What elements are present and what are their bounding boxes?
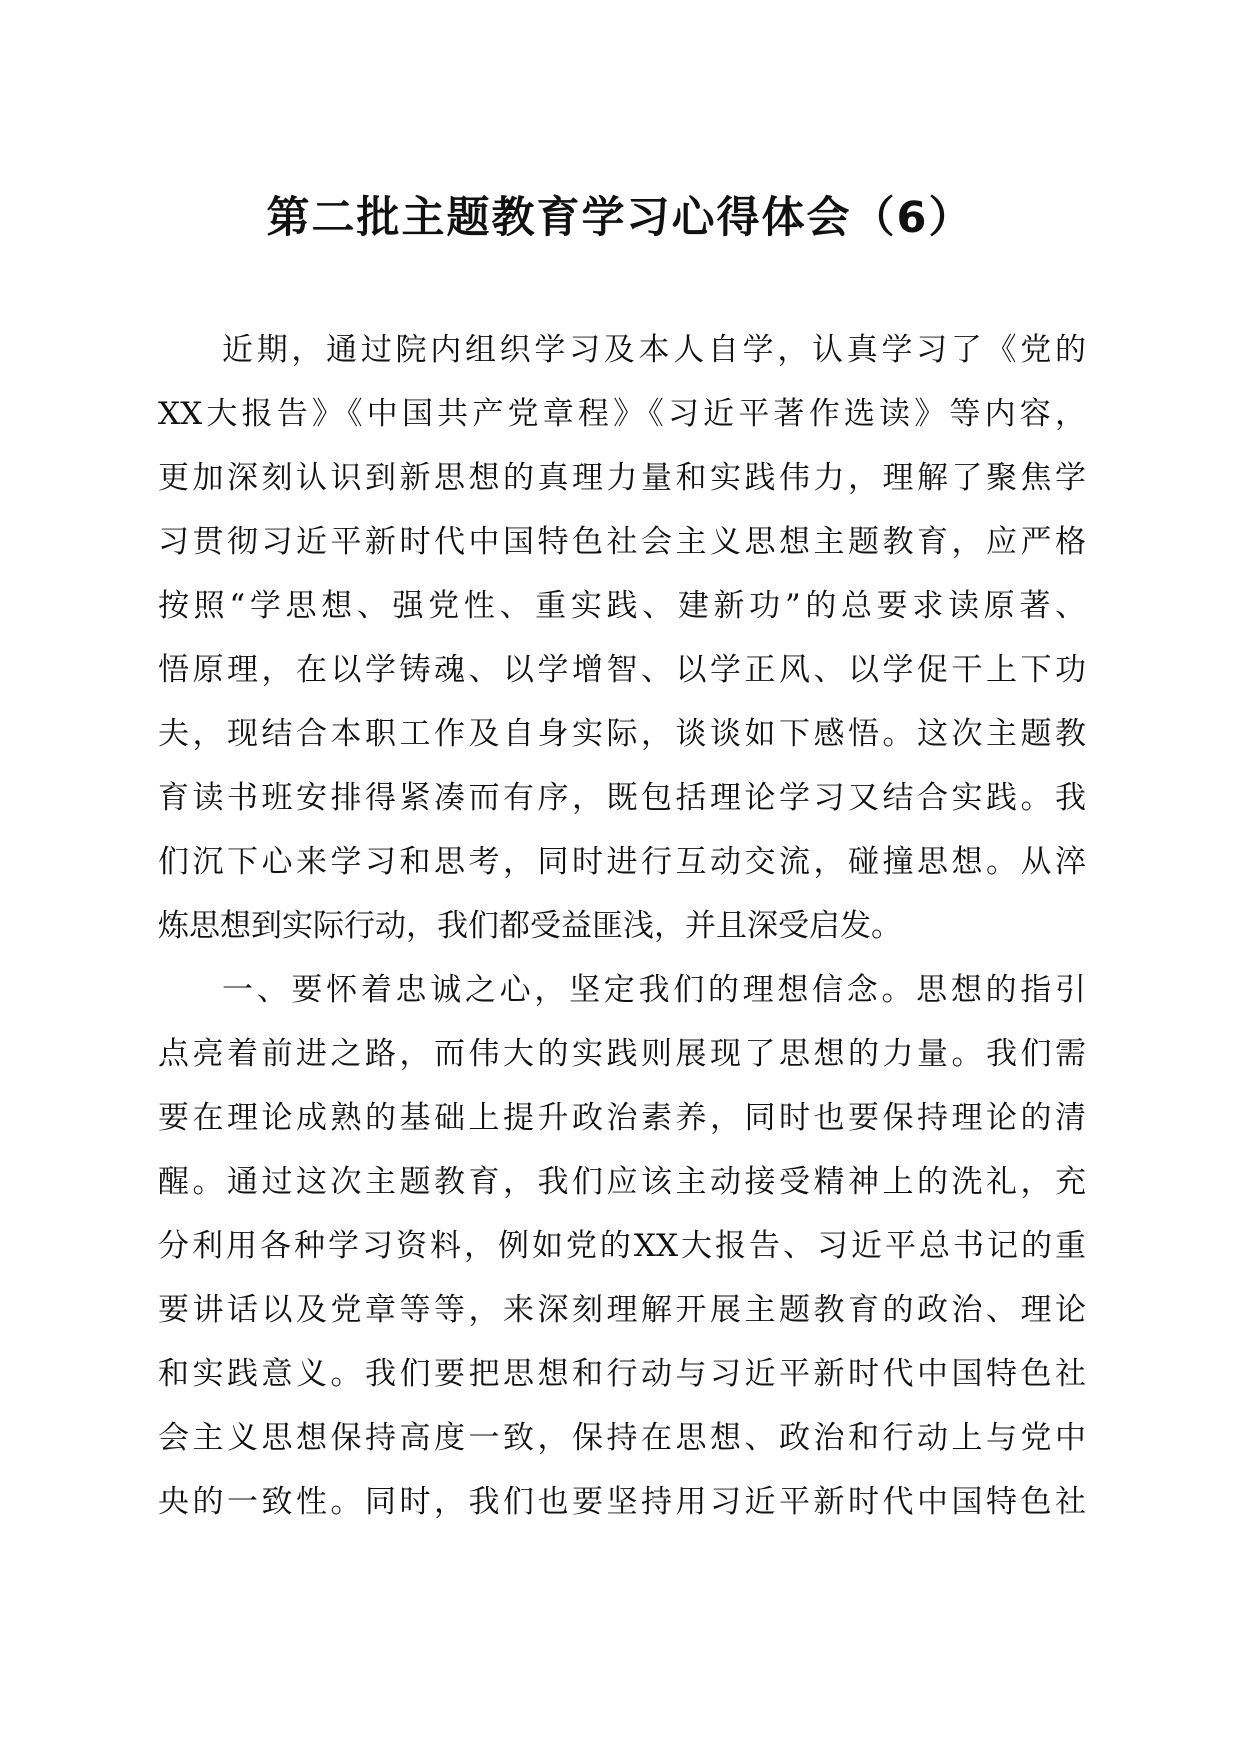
text-line: XX大报告》《中国共产党章程》《习近平著作选读》等内容，	[158, 396, 1086, 432]
text-line: 按照“学思想、强党性、重实践、建新功”的总要求读原著、	[158, 588, 1086, 624]
page-title: 第二批主题教育学习心得体会（6）	[266, 193, 974, 243]
text-line: 要讲话以及党章等等，来深刻理解开展主题教育的政治、理论	[158, 1292, 1086, 1328]
text-line: 央的一致性。同时，我们也要坚持用习近平新时代中国特色社	[158, 1484, 1086, 1520]
text-line: 点亮着前进之路，而伟大的实践则展现了思想的力量。我们需	[158, 1036, 1086, 1072]
text-line: 悟原理，在以学铸魂、以学增智、以学正风、以学促干上下功	[158, 652, 1086, 688]
text-line: 会主义思想保持高度一致，保持在思想、政治和行动上与党中	[158, 1420, 1086, 1456]
text-line: 们沉下心来学习和思考，同时进行互动交流，碰撞思想。从淬	[158, 844, 1086, 880]
document-body	[158, 318, 1086, 1534]
text-line: 醒。通过这次主题教育，我们应该主动接受精神上的洗礼，充	[158, 1164, 1086, 1200]
text-line: 育读书班安排得紧凑而有序，既包括理论学习又结合实践。我	[158, 780, 1086, 816]
text-line: 近期，通过院内组织学习及本人自学，认真学习了《党的	[222, 332, 1086, 368]
text-line: 一、要怀着忠诚之心，坚定我们的理想信念。思想的指引	[222, 972, 1086, 1008]
paragraph-intro	[158, 318, 1086, 958]
text-line: 夫，现结合本职工作及自身实际，谈谈如下感悟。这次主题教	[158, 716, 1086, 752]
text-line: 分利用各种学习资料，例如党的XX大报告、习近平总书记的重	[158, 1228, 1086, 1264]
text-line: 炼思想到实际行动，我们都受益匪浅，并且深受启发。	[158, 908, 902, 944]
text-line: 习贯彻习近平新时代中国特色社会主义思想主题教育，应严格	[158, 524, 1086, 560]
text-line: 更加深刻认识到新思想的真理力量和实践伟力，理解了聚焦学	[158, 460, 1086, 496]
paragraph-section-one	[158, 958, 1086, 1534]
text-line: 要在理论成熟的基础上提升政治素养，同时也要保持理论的清	[158, 1100, 1086, 1136]
text-line: 和实践意义。我们要把思想和行动与习近平新时代中国特色社	[158, 1356, 1086, 1392]
